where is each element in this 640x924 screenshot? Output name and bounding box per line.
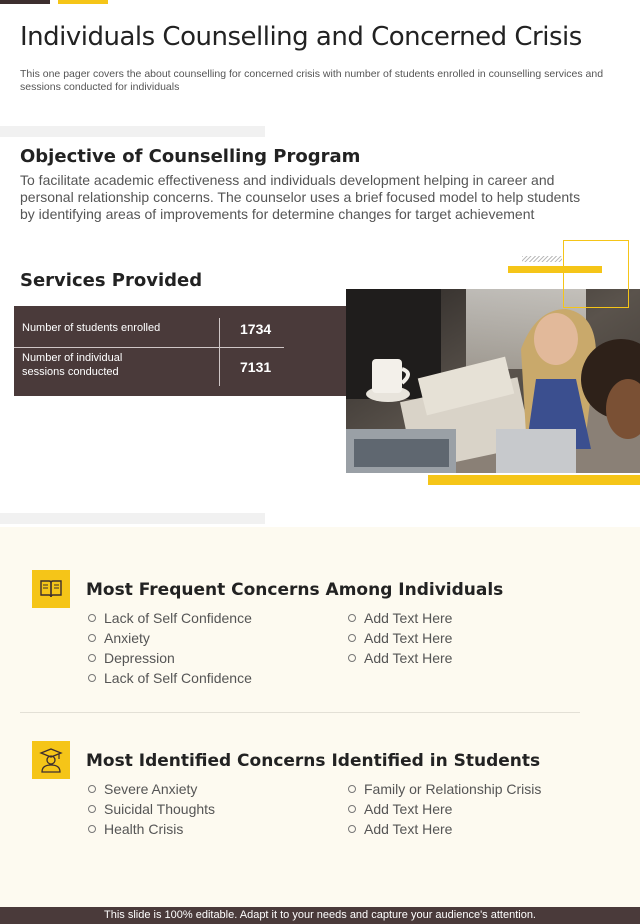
- list-item: Lack of Self Confidence: [88, 608, 252, 628]
- list-item: Suicidal Thoughts: [88, 799, 215, 819]
- section-divider-strip: [0, 126, 265, 137]
- top-accent-yellow: [58, 0, 108, 4]
- circle-bullet-icon: [348, 654, 356, 662]
- identified-concerns-right-list: [348, 779, 541, 839]
- circle-bullet-icon: [88, 825, 96, 833]
- list-item: Health Crisis: [88, 819, 215, 839]
- decorative-frame: [563, 240, 629, 308]
- decorative-yellow-bar-bottom: [428, 475, 640, 485]
- section-divider-strip: [0, 513, 265, 524]
- stat-label-sessions: Number of individual sessions conducted: [22, 352, 123, 378]
- concerns-divider: [20, 712, 580, 713]
- services-stats-panel: [14, 306, 346, 396]
- circle-bullet-icon: [88, 634, 96, 642]
- objective-heading: Objective of Counselling Program: [20, 146, 361, 167]
- circle-bullet-icon: [348, 785, 356, 793]
- stats-horizontal-divider: [14, 347, 284, 348]
- list-item: Severe Anxiety: [88, 779, 215, 799]
- identified-concerns-left-list: [88, 779, 215, 839]
- list-item: Add Text Here: [348, 628, 452, 648]
- footer-banner: This slide is 100% editable. Adapt it to your needs and capture your audience's attention.: [0, 907, 640, 924]
- list-item: Add Text Here: [348, 799, 541, 819]
- circle-bullet-icon: [88, 785, 96, 793]
- page-subtitle: This one pager covers the about counselling for concerned crisis with number of students enrolled in counselling services and sessions conducted for individuals: [20, 68, 604, 93]
- list-item: Lack of Self Confidence: [88, 668, 252, 688]
- circle-bullet-icon: [88, 614, 96, 622]
- objective-text: To facilitate academic effectiveness and individuals development helping in career and personal relationship concerns. The counselor uses a brief focused model to help students by identifying areas of improvements for determine changes for target achievement: [20, 172, 581, 222]
- frequent-concerns-right-list: [348, 608, 452, 668]
- list-item: Depression: [88, 648, 252, 668]
- top-accent-dark: [0, 0, 50, 4]
- stat-label-enrolled: Number of students enrolled: [22, 322, 161, 334]
- circle-bullet-icon: [88, 674, 96, 682]
- frequent-concerns-left-list: [88, 608, 252, 688]
- list-item: Add Text Here: [348, 608, 452, 628]
- page-title: Individuals Counselling and Concerned Crisis: [20, 22, 582, 52]
- circle-bullet-icon: [88, 805, 96, 813]
- stat-value-sessions: 7131: [240, 359, 272, 375]
- stat-value-enrolled: 1734: [240, 321, 272, 337]
- list-item: Add Text Here: [348, 648, 452, 668]
- book-icon: [32, 570, 70, 608]
- list-item: Anxiety: [88, 628, 252, 648]
- frequent-concerns-heading: Most Frequent Concerns Among Individuals: [86, 580, 504, 600]
- circle-bullet-icon: [348, 805, 356, 813]
- circle-bullet-icon: [348, 825, 356, 833]
- graduate-icon: [32, 741, 70, 779]
- list-item: Family or Relationship Crisis: [348, 779, 541, 799]
- counselling-photo: [346, 289, 640, 473]
- list-item: Add Text Here: [348, 819, 541, 839]
- circle-bullet-icon: [348, 614, 356, 622]
- circle-bullet-icon: [348, 634, 356, 642]
- identified-concerns-heading: Most Identified Concerns Identified in Students: [86, 751, 541, 771]
- decorative-hatch: [522, 256, 562, 262]
- stats-vertical-divider: [219, 318, 220, 386]
- services-heading: Services Provided: [20, 270, 203, 291]
- circle-bullet-icon: [88, 654, 96, 662]
